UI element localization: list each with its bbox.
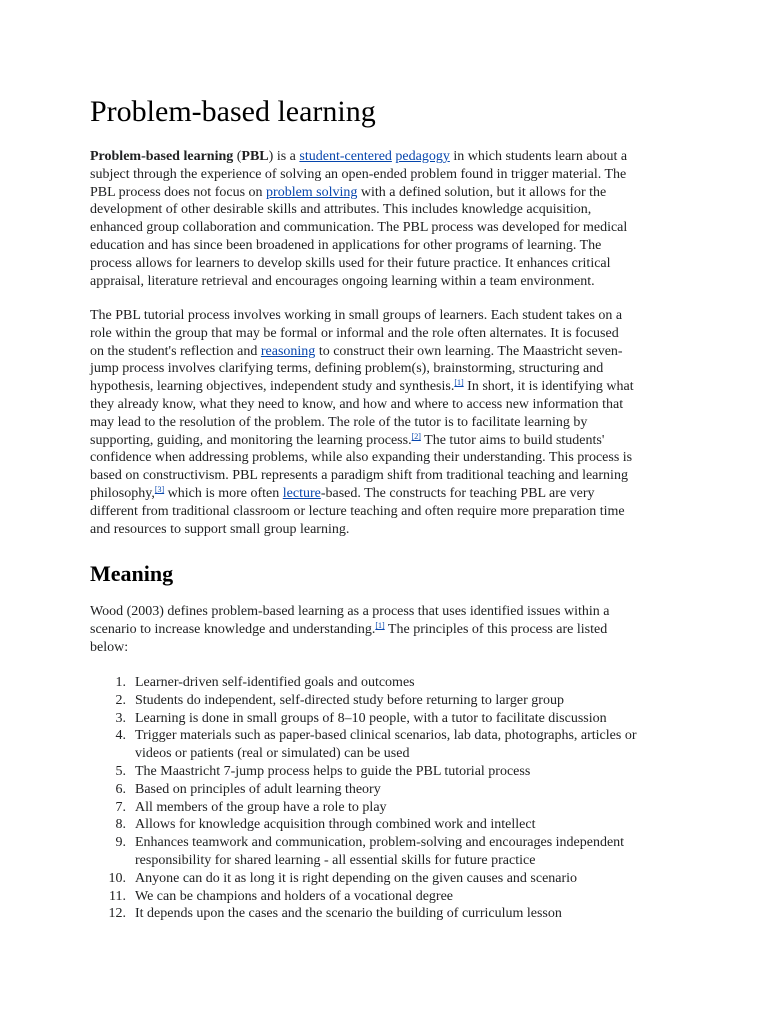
list-item [90, 763, 690, 781]
text-line: they already know, what they need to know, and how and where to access new information that [90, 396, 624, 412]
text-line [90, 184, 678, 202]
text-run: which is more often [164, 485, 283, 501]
text-run: with a defined solution, but it allows for the [357, 184, 607, 200]
text-line [90, 432, 678, 450]
text-line [90, 378, 678, 396]
citation-link[interactable]: [1] [375, 620, 385, 630]
text-run: scenario to increase knowledge and understanding. [90, 621, 376, 637]
text-run: on the student's reflection and [90, 343, 261, 359]
text-run: -based. The constructs for teaching PBL are very [320, 485, 595, 501]
list-item-text: responsibility for shared learning - all essential skills for future practice [135, 852, 536, 868]
list-item [90, 692, 690, 710]
list-item-number: 3. [115, 710, 126, 726]
list-item [90, 710, 690, 728]
text-line: subject through the experience of solving an open-ended problem found in trigger material. The [90, 166, 627, 182]
list-item-text: Allows for knowledge acquisition through combined work and intellect [135, 817, 536, 833]
text-line [90, 343, 678, 361]
list-item-number: 4. [115, 728, 126, 744]
list-item [90, 799, 690, 817]
link-reasoning[interactable]: reasoning [260, 343, 316, 359]
tutorial-paragraph [90, 307, 678, 538]
text-line: different from traditional classroom or lecture teaching and often require more preparation time [90, 503, 625, 519]
list-item-text: We can be champions and holders of a vocational degree [135, 888, 454, 904]
link-problem-solving[interactable]: problem solving [266, 184, 358, 200]
list-item-number: 9. [115, 835, 126, 851]
text-run: supporting, guiding, and monitoring the learning process. [90, 432, 412, 448]
list-item-text: Trigger materials such as paper-based clinical scenarios, lab data, photographs, articles or [135, 728, 637, 744]
list-item-text: Based on principles of adult learning theory [135, 781, 381, 797]
list-item-text: All members of the group have a role to play [135, 799, 387, 815]
link-lecture[interactable]: lecture [282, 485, 321, 501]
text-line: education and has since been broadened in applications for other programs of learning. The [90, 237, 602, 253]
text-line: Wood (2003) defines problem-based learning as a process that uses identified issues within a [90, 604, 610, 619]
list-item [90, 888, 690, 906]
text-run: to construct their own learning. The Maastricht seven- [315, 343, 623, 359]
text-line: jump process involves clarifying terms, defining problem(s), brainstorming, structuring and [90, 361, 604, 377]
text-run: hypothesis, learning objectives, independent study and synthesis. [90, 379, 455, 395]
text-line: below: [90, 639, 129, 655]
list-item [90, 816, 690, 834]
list-item-number: 12. [108, 906, 126, 922]
list-item-text: videos or patients (real or simulated) can be used [135, 746, 410, 762]
list-item-text: Enhances teamwork and communication, problem-solving and encourages independent [135, 835, 625, 851]
citation-link[interactable]: [3] [154, 484, 165, 494]
abbr-bold: PBL [241, 149, 269, 164]
list-item-text: The Maastricht 7-jump process helps to guide the PBL tutorial process [135, 763, 531, 779]
list-item-number: 2. [115, 692, 126, 708]
list-item-text: Anyone can do it as long it is right depending on the given causes and scenario [135, 870, 578, 886]
text-run: In short, it is identifying what [463, 379, 634, 395]
intro-paragraph [90, 148, 678, 290]
text-run: philosophy, [90, 485, 155, 501]
text-run: The principles of this process are listed [384, 621, 608, 637]
text-line: based on constructivism. PBL represents a paradigm shift from traditional teaching and learning [90, 468, 628, 484]
citation-link[interactable]: [2] [411, 431, 421, 441]
text-line: development of other desirable skills and attributes. This includes knowledge acquisition, [90, 202, 592, 218]
principles-list [90, 674, 690, 923]
text-run: The tutor aims to build students' [420, 432, 605, 448]
citation-link[interactable]: [1] [454, 378, 464, 388]
text-line [90, 621, 678, 639]
text-line: The PBL tutorial process involves working in small groups of learners. Each student takes on a [90, 308, 623, 323]
text-line [90, 485, 678, 503]
list-item-text: It depends upon the cases and the scenario the building of curriculum lesson [135, 906, 562, 922]
list-item-number: 6. [115, 781, 126, 797]
list-item [90, 781, 690, 799]
list-item [90, 727, 690, 763]
list-item [90, 834, 690, 870]
list-item [90, 905, 690, 923]
list-item-text: Learning is done in small groups of 8–10 people, with a tutor to facilitate discussion [135, 710, 607, 726]
text-line: role within the group that may be formal or informal and the role often alternates. It is focused [90, 325, 619, 341]
text-line: and resources to support small group learning. [90, 521, 350, 537]
link-pedagogy[interactable]: pedagogy [395, 149, 450, 164]
list-item-number: 8. [115, 817, 126, 833]
list-item [90, 870, 690, 888]
text-line: may lead to the resolution of the problem. The role of the tutor is to facilitate learning by [90, 414, 588, 430]
list-item-number: 7. [115, 799, 126, 815]
link-student-centered[interactable]: student-centered [299, 149, 392, 164]
text-line: appraisal, literature retrieval and encourages ongoing learning within a team environment. [90, 273, 595, 289]
text-line: Problem-based learning (PBL) is a student-centered pedagogy in which students learn about a [90, 149, 628, 164]
text-run: is a [273, 149, 300, 164]
list-item-text: Learner-driven self-identified goals and outcomes [135, 675, 415, 690]
text-line: process allows for learners to develop skills used for their future practice. It enhances critical [90, 255, 611, 271]
text-run: in which students learn about a [449, 149, 628, 164]
meaning-paragraph [90, 603, 678, 656]
page-title: Problem-based learning [90, 95, 376, 128]
text-line: enhanced group collaboration and communication. The PBL process was developed for medical [90, 220, 628, 236]
list-item-number: 5. [115, 763, 126, 779]
list-item [90, 674, 690, 692]
list-item-number: 1. [115, 675, 126, 690]
list-item-number: 10. [108, 870, 126, 886]
list-item-text: Students do independent, self-directed study before returning to larger group [135, 692, 564, 708]
list-item-number: 11. [109, 888, 126, 904]
text-line: confidence when addressing problems, while also expanding their understanding. This process is [90, 450, 633, 466]
term-bold: Problem-based learning [90, 149, 234, 164]
text-run: PBL process does not focus on [90, 184, 267, 200]
section-heading-meaning: Meaning [90, 561, 174, 586]
